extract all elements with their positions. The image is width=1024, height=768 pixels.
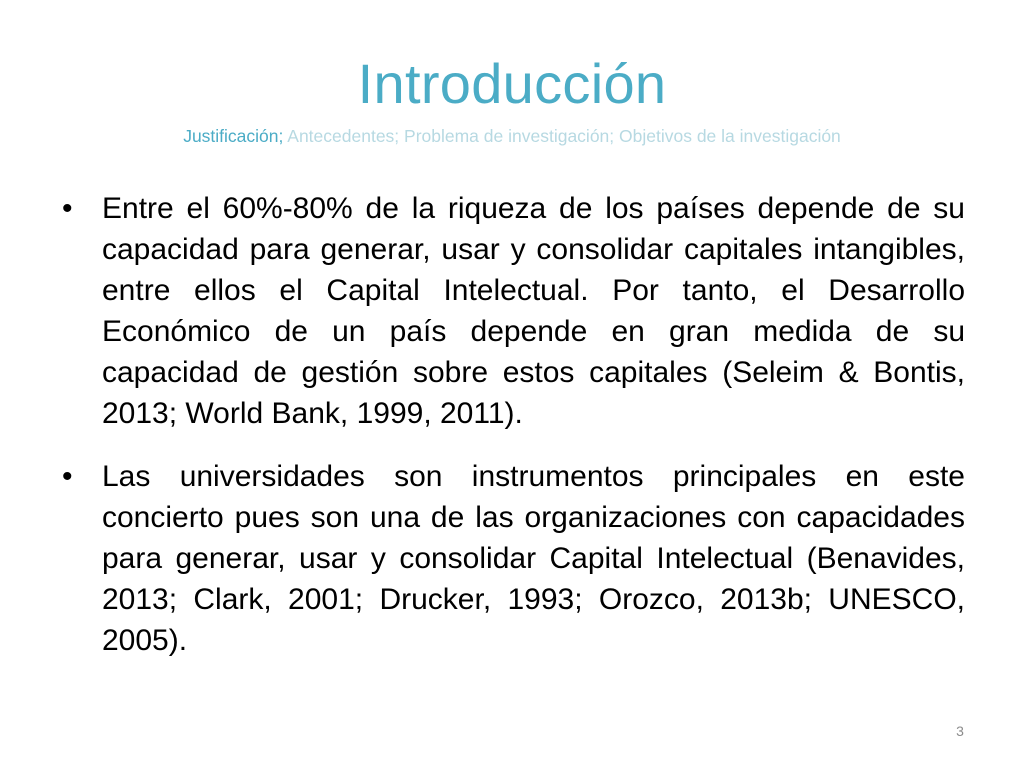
bullet-item: [62, 456, 965, 661]
bullet-text: Entre el 60%-80% de la riqueza de los países depende de su capacidad para generar, usar y consolidar capitales intangibles, entre ellos el Capital Intelectual. Por tanto, el Desarrollo Económico de un país depende en gran medida de su capacidad de gestión sobre estos capitales (Seleim & Bontis, 2013; World Bank, 1999, 2011).: [102, 192, 965, 430]
bullet-text: Las universidades son instrumentos principales en este concierto pues son una de las organizaciones con capacidades para generar, usar y consolidar Capital Intelectual (Benavides, 2013; Clark, 2001; Drucker, 1993; Orozco, 2013b; UNESCO, 2005).: [102, 460, 965, 657]
slide-subtitle: [0, 124, 1024, 148]
bullet-list: [62, 188, 965, 683]
page-number: 3: [956, 723, 964, 739]
bullet-dot-icon: •: [62, 192, 73, 225]
subtitle-remaining-sections: Antecedentes; Problema de investigación; Objetivos de la investigación: [283, 126, 841, 146]
bullet-dot-icon: •: [62, 460, 73, 493]
slide-title: Introducción: [357, 52, 667, 115]
subtitle-active-section: Justificación;: [183, 126, 284, 146]
bullet-item: [62, 188, 965, 434]
